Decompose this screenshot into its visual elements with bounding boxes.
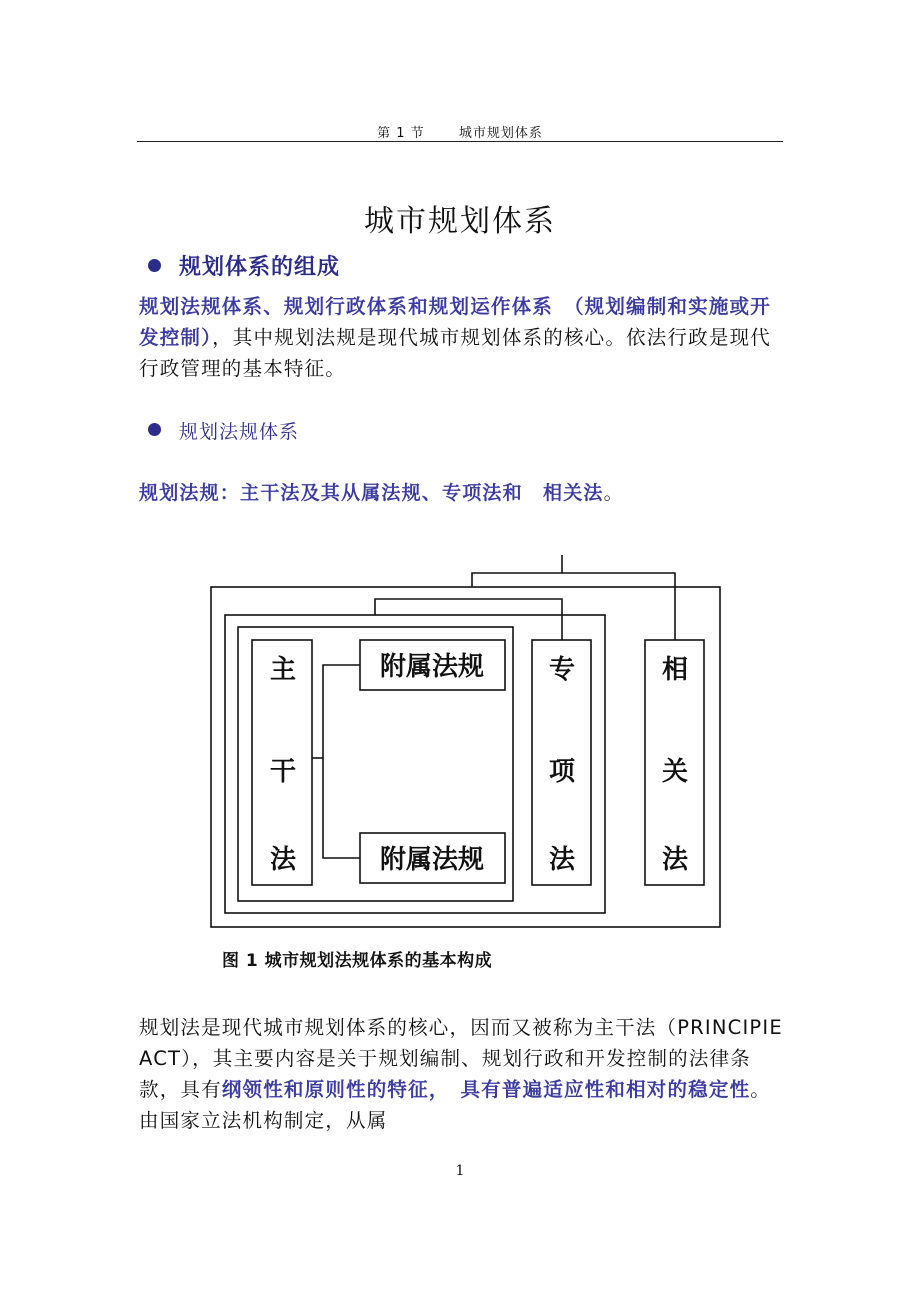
- related-law-char: 法: [661, 845, 689, 875]
- related-law-char: 相: [661, 655, 689, 685]
- header-section: 第 1 节: [377, 126, 425, 141]
- section-heading-law-system: 规划法规体系: [179, 421, 300, 443]
- bullet-icon: [148, 423, 161, 436]
- paragraph-highlight: 规划法规体系、规划行政体系和规划运作体系 （规划编制和实施或开发控制）: [139, 295, 771, 349]
- sub-regulation-label: 附属法规: [379, 652, 485, 682]
- paragraph-main-law: [139, 1012, 789, 1136]
- special-law-char: 法: [548, 845, 576, 875]
- paragraph-text: 。由国家立法机构制定，从属: [139, 1078, 771, 1132]
- header-rule: [137, 141, 783, 142]
- figure-caption: 图 1 城市规划法规体系的基本构成: [222, 951, 493, 971]
- connector-line: [323, 665, 360, 858]
- page-number: 1: [455, 1163, 465, 1179]
- paragraph-text: 规划法是现代城市规划体系的核心，因而又被称为主干法（PRINCIPIE ACT），其主要内容是关于规划编制、规划行政和开发控制的法律条款，具有: [139, 1016, 783, 1101]
- special-law-char: 专: [548, 655, 576, 685]
- paragraph-text: 。: [603, 482, 624, 504]
- bullet-icon: [148, 259, 161, 272]
- main-law-char: 主: [269, 655, 297, 685]
- connector-line: [375, 599, 562, 640]
- special-law-char: 项: [548, 757, 576, 787]
- main-law-char: 法: [269, 845, 297, 875]
- paragraph-highlight: 纲领性和原则性的特征， 具有普遍适应性和相对的稳定性: [221, 1078, 751, 1101]
- paragraph-highlight: 规划法规：主干法及其从属法规、专项法和 相关法: [139, 482, 604, 504]
- sub-regulation-label: 附属法规: [379, 845, 485, 875]
- law-system-diagram: [205, 555, 725, 935]
- paragraph-text: ，其中规划法规是现代城市规划体系的核心。依法行政是现代行政管理的基本特征。: [139, 326, 771, 380]
- page-title: 城市规划体系: [364, 204, 556, 239]
- paragraph-law-system: [139, 478, 789, 509]
- connector-line: [472, 573, 675, 640]
- main-law-char: 干: [269, 757, 297, 787]
- header-topic: 城市规划体系: [458, 126, 543, 141]
- section-heading-composition: 规划体系的组成: [179, 255, 341, 280]
- paragraph-composition: [139, 291, 789, 384]
- running-header: [0, 122, 920, 141]
- related-law-char: 关: [661, 757, 689, 787]
